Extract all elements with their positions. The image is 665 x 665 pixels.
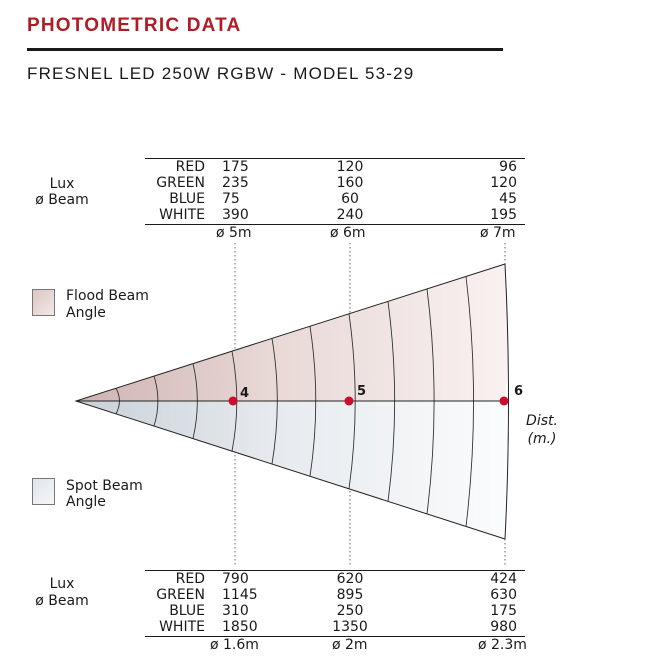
flood-row-label-green: GREEN [156,175,205,191]
flood-lux-label: Lux [49,176,75,192]
spot-row-label-green: GREEN [156,587,205,603]
spot-lux-label: Lux [49,576,75,592]
flood-white-6m: 240 [336,207,364,223]
marker-6 [500,397,509,406]
page-title: PHOTOMETRIC DATA [27,15,242,36]
distance-axis-label [522,412,562,448]
distance-axis-label-line2: (m.) [527,431,557,447]
flood-beam-label-line1: Flood Beam [66,288,149,304]
marker-label-5: 5 [357,384,367,399]
spot-green-4m: 1145 [222,587,258,603]
spot-beam-6m: ø 2.3m [478,637,527,653]
spot-green-5m: 895 [336,587,364,603]
flood-red-6m: 120 [336,159,364,175]
flood-row-label-white: WHITE [159,207,205,223]
spot-blue-5m: 250 [336,603,364,619]
spot-green-6m: 630 [490,587,517,603]
marker-5 [345,397,354,406]
spot-row-label-blue: BLUE [169,603,205,619]
spot-white-4m: 1850 [222,619,258,635]
spot-beam-label-line2: Angle [66,494,106,510]
flood-beam-5m: ø 5m [216,225,252,241]
flood-row-label-red: RED [175,159,205,175]
flood-white-5m: 390 [222,207,249,223]
flood-beam-label-line2: Angle [66,305,106,321]
flood-blue-7m: 45 [499,191,517,207]
spot-beam-4m: ø 1.6m [210,637,259,653]
spot-beam-label-line1: Spot Beam [66,478,143,494]
spot-red-5m: 620 [336,571,364,587]
flood-green-6m: 160 [336,175,364,191]
flood-green-5m: 235 [222,175,249,191]
spot-white-5m: 1350 [332,619,368,635]
distance-axis-label-line1: Dist. [526,413,558,429]
spot-white-6m: 980 [490,619,517,635]
flood-row-label-blue: BLUE [169,191,205,207]
spot-beam-label: ø Beam [35,593,89,609]
flood-beam-label: ø Beam [35,192,89,208]
spot-beam-5m: ø 2m [332,637,368,653]
spot-blue-4m: 310 [222,603,249,619]
spot-blue-6m: 175 [490,603,517,619]
flood-beam-6m: ø 6m [330,225,366,241]
spot-red-6m: 424 [490,571,517,587]
marker-label-6: 6 [514,384,524,399]
flood-white-7m: 195 [490,207,517,223]
flood-blue-5m: 75 [222,191,240,207]
spot-red-4m: 790 [222,571,249,587]
flood-beam-7m: ø 7m [480,225,516,241]
flood-red-5m: 175 [222,159,249,175]
marker-4 [229,397,238,406]
product-subtitle: FRESNEL LED 250W RGBW - MODEL 53-29 [27,64,415,83]
spot-row-label-red: RED [175,571,205,587]
spot-row-label-white: WHITE [159,619,205,635]
marker-label-4: 4 [240,386,250,401]
flood-green-7m: 120 [490,175,517,191]
flood-blue-6m: 60 [341,191,359,207]
flood-red-7m: 96 [499,159,517,175]
